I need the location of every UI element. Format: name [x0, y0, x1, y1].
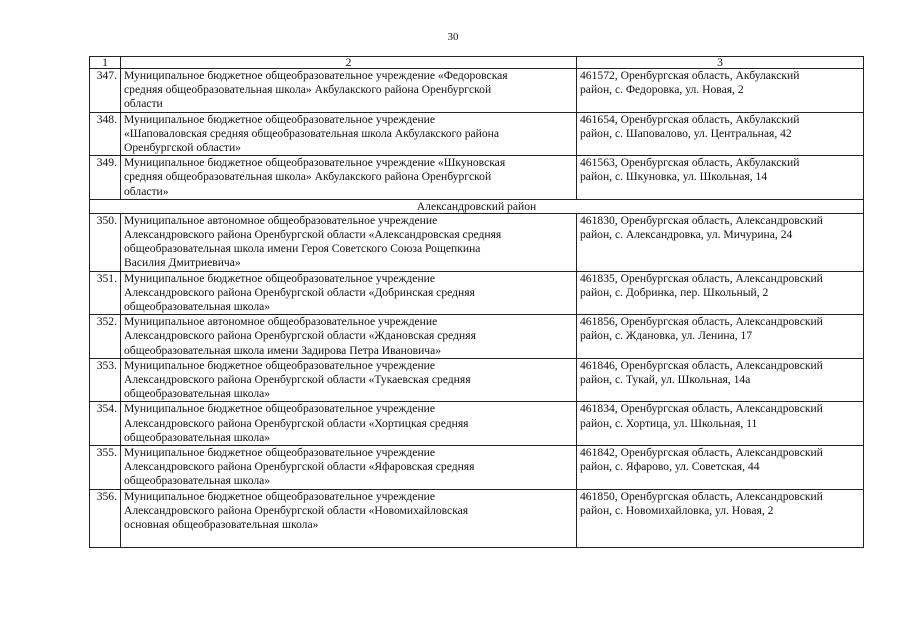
column-header-address: 3	[577, 57, 864, 69]
institution-address: 461842, Оренбургская область, Александровский район, с. Яфарово, ул. Советская, 44	[577, 446, 864, 490]
table-row	[90, 112, 864, 156]
institution-name: Муниципальное бюджетное общеобразовательное учреждение «Шаповаловская средняя общеобразовательная школа Акбулакского района Оренбургской области»	[121, 112, 577, 156]
institution-name: Муниципальное бюджетное общеобразовательное учреждение Александровского района Оренбургской области «Тукаевская средняя общеобразовательная школа»	[121, 358, 577, 402]
column-header-name: 2	[121, 57, 577, 69]
row-number: 354.	[90, 402, 121, 446]
institution-name: Муниципальное бюджетное общеобразовательное учреждение Александровского района Оренбургской области «Добринская средняя общеобразовательная школа»	[121, 271, 577, 315]
institutions-table	[89, 56, 864, 548]
institution-name: Муниципальное бюджетное общеобразовательное учреждение Александровского района Оренбургской области «Яфаровская средняя общеобразовательная школа»	[121, 446, 577, 490]
institution-address: 461654, Оренбургская область, Акбулакский район, с. Шаповалово, ул. Центральная, 42	[577, 112, 864, 156]
institution-address: 461846, Оренбургская область, Александровский район, с. Тукай, ул. Школьная, 14а	[577, 358, 864, 402]
institution-address: 461835, Оренбургская область, Александровский район, с. Добринка, пер. Школьный, 2	[577, 271, 864, 315]
district-heading-row	[90, 199, 864, 213]
table-row	[90, 315, 864, 359]
institution-name: Муниципальное бюджетное общеобразовательное учреждение «Шкуновская средняя общеобразовательная школа» Акбулакского района Оренбургской области»	[121, 156, 577, 200]
column-header-number: 1	[90, 57, 121, 69]
table-row	[90, 213, 864, 271]
row-number: 355.	[90, 446, 121, 490]
district-heading: Александровский район	[90, 199, 864, 213]
institution-name: Муниципальное бюджетное общеобразовательное учреждение Александровского района Оренбургской области «Хортицкая средняя общеобразовательная школа»	[121, 402, 577, 446]
institution-name: Муниципальное бюджетное общеобразовательное учреждение «Федоровская средняя общеобразовательная школа» Акбулакского района Оренбургской области	[121, 69, 577, 113]
row-number: 349.	[90, 156, 121, 200]
row-number: 350.	[90, 213, 121, 271]
row-number: 356.	[90, 489, 121, 547]
institution-name: Муниципальное бюджетное общеобразовательное учреждение Александровского района Оренбургской области «Новомихайловская основная общеобразовательная школа»	[121, 489, 577, 547]
table-row	[90, 156, 864, 200]
institution-address: 461563, Оренбургская область, Акбулакский район, с. Шкуновка, ул. Школьная, 14	[577, 156, 864, 200]
table-header-row	[90, 57, 864, 69]
row-number: 351.	[90, 271, 121, 315]
institution-name: Муниципальное автономное общеобразовательное учреждение Александровского района Оренбургской области «Ждановская средняя общеобразовательная школа имени Задирова Петра Ивановича»	[121, 315, 577, 359]
institution-address: 461856, Оренбургская область, Александровский район, с. Ждановка, ул. Ленина, 17	[577, 315, 864, 359]
table-row	[90, 446, 864, 490]
table-row	[90, 402, 864, 446]
row-number: 348.	[90, 112, 121, 156]
table-row	[90, 69, 864, 113]
institution-address: 461830, Оренбургская область, Александровский район, с. Александровка, ул. Мичурина, 24	[577, 213, 864, 271]
table-row	[90, 271, 864, 315]
page-number: 30	[447, 31, 459, 43]
institution-name: Муниципальное автономное общеобразовательное учреждение Александровского района Оренбургской области «Александровская средняя общеобразовательная школа имени Героя Советского Союза Рощепкина Василия Дмитриевича»	[121, 213, 577, 271]
institution-address: 461572, Оренбургская область, Акбулакский район, с. Федоровка, ул. Новая, 2	[577, 69, 864, 113]
row-number: 347.	[90, 69, 121, 113]
table-row	[90, 358, 864, 402]
row-number: 352.	[90, 315, 121, 359]
institution-address: 461834, Оренбургская область, Александровский район, с. Хортица, ул. Школьная, 11	[577, 402, 864, 446]
row-number: 353.	[90, 358, 121, 402]
institution-address: 461850, Оренбургская область, Александровский район, с. Новомихайловка, ул. Новая, 2	[577, 489, 864, 547]
table-row	[90, 489, 864, 547]
